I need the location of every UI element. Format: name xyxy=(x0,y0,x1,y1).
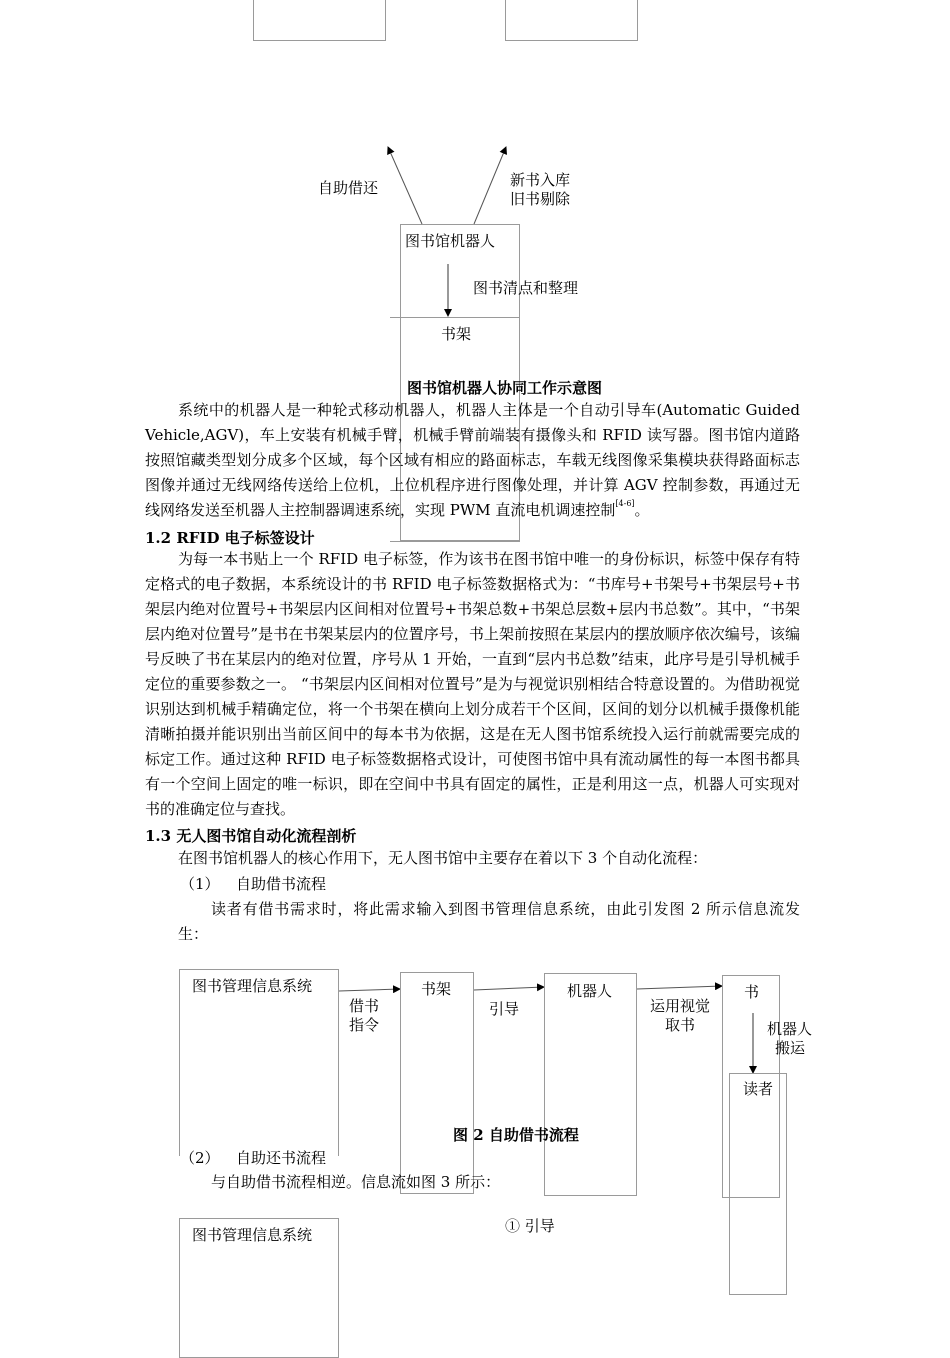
fig2-command-label: 指令 xyxy=(349,1016,380,1034)
fig2-vision-label: 运用视觉 xyxy=(650,997,711,1015)
fig1-arrow-left xyxy=(388,147,422,224)
fig2-robot-carry-label: 机器人 xyxy=(767,1020,813,1038)
item1-number: （1） xyxy=(180,875,220,893)
fig2-fetch-label: 取书 xyxy=(665,1016,696,1034)
intro-paragraph: 系统中的机器人是一种轮式移动机器人，机器人主体是一个自动引导车(Automatic Guided Vehicle,AGV)，车上安装有机械手臂，机械手臂前端装有摄像头和 RFID 读写器。图书馆内道路按照馆藏类型划分成多个区域，每个区域有相应的路面标志，车载无线图像采集模块获得路面标志图像并通过无线网络传送给上位机，上位机程序进行图像处理，并计算 AGV 控制参数，再通过无线网络发送至机器人主控制器调速系统，实现 PWM 直流电机调速控制[4-6]。 xyxy=(145,401,800,519)
fig2-shelf-box xyxy=(400,972,474,1194)
fig2-robot-box xyxy=(544,973,637,1196)
fig1-self-service-label: 自助借还 xyxy=(318,179,379,197)
fig3-lms-label: 图书管理信息系统 xyxy=(192,1226,313,1244)
fig2-arrow-3 xyxy=(637,986,722,989)
fig2-caption: 图 2 自助借书流程 xyxy=(453,1126,579,1144)
fig2-guide-label: 引导 xyxy=(489,1000,520,1018)
section-1-3-intro: 在图书馆机器人的核心作用下，无人图书馆中主要存在着以下 3 个自动化流程： xyxy=(178,849,708,867)
fig1-shelf-label: 书架 xyxy=(441,325,472,343)
fig2-lms-box xyxy=(179,969,339,1156)
section-1-2-paragraph: 为每一本书贴上一个 RFID 电子标签，作为该书在图书馆中唯一的身份标识，标签中保存有特定格式的电子数据，本系统设计的书 RFID 电子标签数据格式为：“书库号+书架号+书架层号+书架层内绝对位置号+书架层内区间相对位置号+书架总数+书架总层数+层内书总数”。其中，“书架层内绝对位置号”是书在书架某层内的位置序号，书上架前按照在某层内的摆放顺序依次编号，该编号反映了书在某层内的绝对位置，序号从 1 开始，一直到“层内书总数”结束，此序号是引导机械手定位的重要参数之一。 “书架层内区间相对位置号”是为与视觉识别相结合特意设置的。为借助视觉识别达到机械手精确定位，将一个书架在横向上划分成若干个区间，区间的划分以机械手摄像机能清晰拍摄并能识别出当前区间中的每本书为依据，这是在无人图书馆系统投入运行前就需要完成的标定工作。通过这种 RFID 电子标签数据格式设计，可使图书馆中具有流动属性的每一本图书都具有一个空间上固定的唯一标识，即在空间中书具有固定的属性，正是利用这一点，机器人可实现对书的准确定位与查找。 xyxy=(145,550,800,818)
fig2-shelf-label: 书架 xyxy=(421,980,452,998)
fig1-arrow-right xyxy=(474,147,506,224)
item2-title: 自助还书流程 xyxy=(236,1149,327,1167)
fig1-caption: 图书馆机器人协同工作示意图 xyxy=(407,379,603,397)
fig2-arrow-1 xyxy=(339,989,400,991)
fig1-new-books-label: 新书入库 xyxy=(510,171,571,189)
fig1-old-books-label: 旧书剔除 xyxy=(510,190,571,208)
fig3-guide-label: ① 引导 xyxy=(505,1217,555,1235)
fig2-arrow-2 xyxy=(474,987,544,990)
fig2-robot-label: 机器人 xyxy=(567,982,613,1000)
section-1-3-title: 1.3 无人图书馆自动化流程剖析 xyxy=(145,827,357,845)
fig2-lms-label: 图书管理信息系统 xyxy=(192,977,313,995)
fig2-reader-label: 读者 xyxy=(743,1080,774,1098)
item1-paragraph: 读者有借书需求时，将此需求输入到图书管理信息系统，由此引发图 2 所示信息流发生： xyxy=(178,900,800,943)
item2-paragraph: 与自助借书流程相逆。信息流如图 3 所示： xyxy=(211,1173,501,1191)
fig2-borrow-label: 借书 xyxy=(349,997,380,1015)
item1-title: 自助借书流程 xyxy=(236,875,327,893)
fig1-inventory-label: 图书清点和整理 xyxy=(473,279,579,297)
item2-number: （2） xyxy=(180,1149,220,1167)
section-1-2-title: 1.2 RFID 电子标签设计 xyxy=(145,529,315,547)
fig2-book-label: 书 xyxy=(744,983,760,1001)
fig1-robot-label: 图书馆机器人 xyxy=(405,232,496,250)
fig2-carry-label: 搬运 xyxy=(775,1039,806,1057)
citation: [4-6] xyxy=(615,499,635,508)
